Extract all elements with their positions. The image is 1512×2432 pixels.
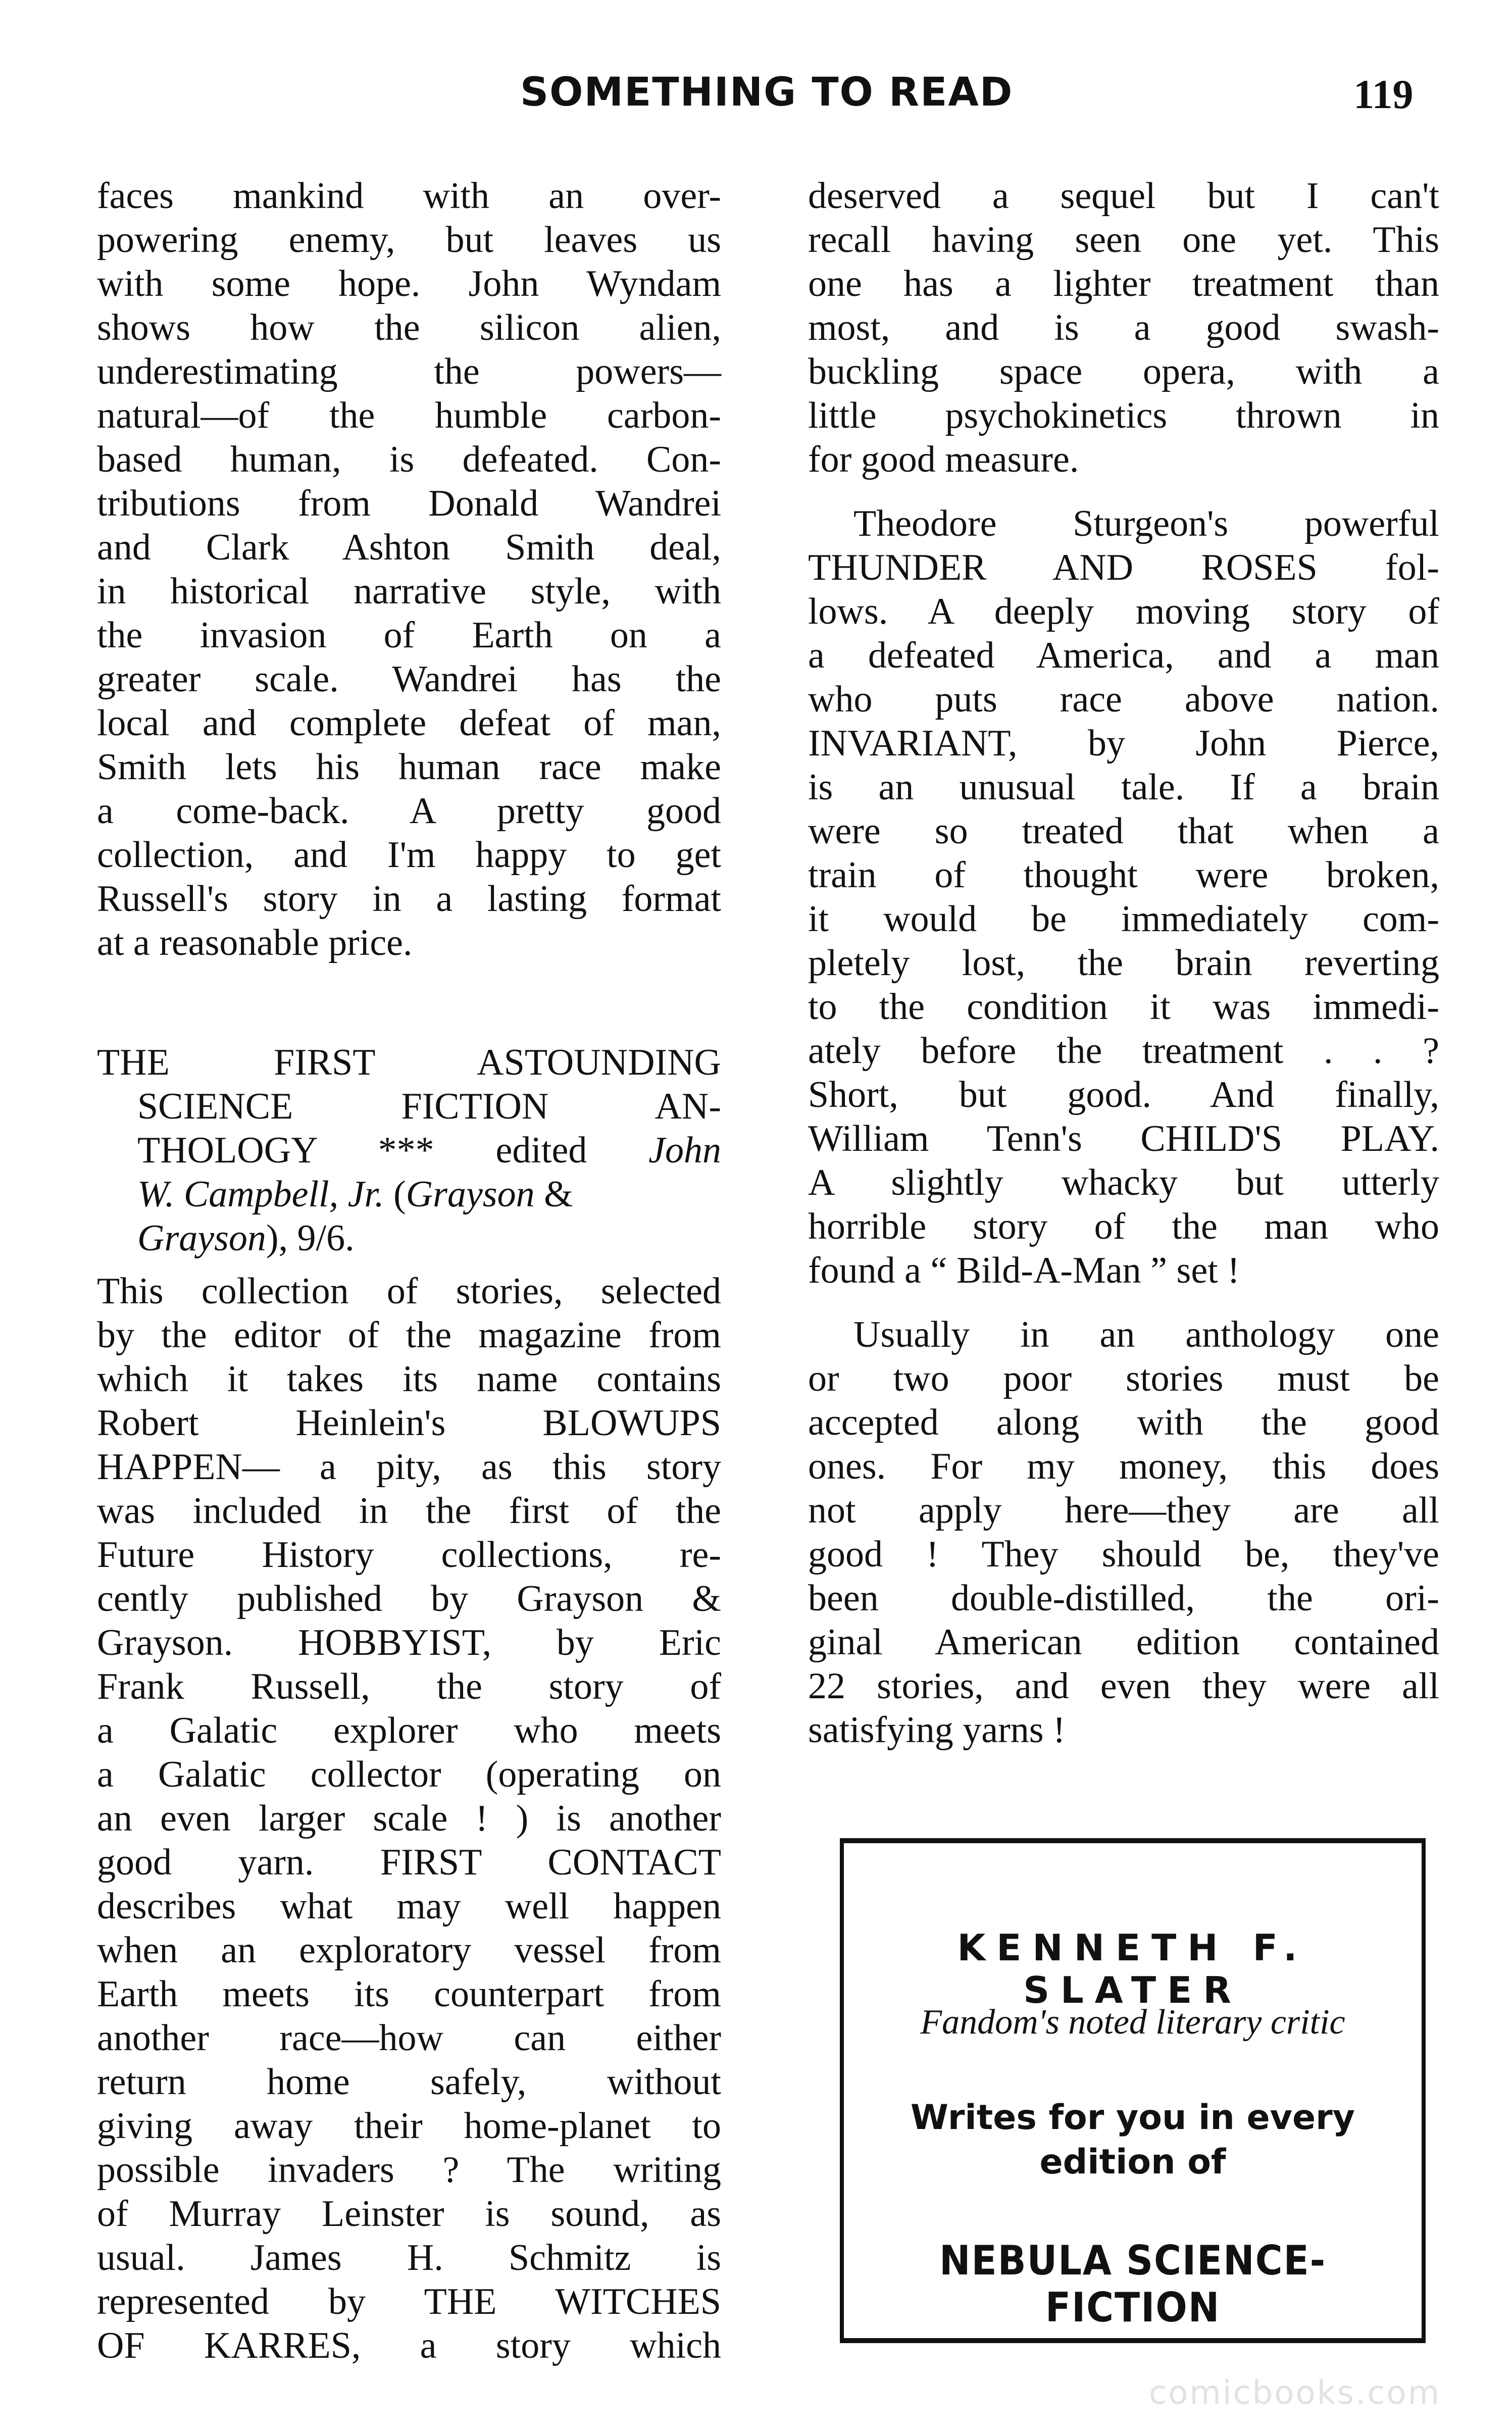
editor-name: John (648, 1130, 721, 1171)
text-line: and Clark Ashton Smith deal, (97, 527, 721, 568)
text-line: ately before the treatment . . ? (808, 1030, 1439, 1072)
review-paragraph (808, 174, 1439, 482)
watermark: comicbooks.com (1149, 2374, 1441, 2412)
text-line: which it takes its name contains (97, 1358, 721, 1400)
right-column (808, 174, 1439, 1752)
text-line: for good measure. (808, 439, 1079, 480)
text-line: was included in the first of the (97, 1490, 721, 1532)
text-line: Frank Russell, the story of (97, 1666, 721, 1707)
text-line: underestimating the powers— (97, 351, 721, 392)
text-line: by the editor of the magazine from (97, 1314, 721, 1356)
text-line: represented by THE WITCHES (97, 2281, 721, 2322)
text-line: 22 stories, and even they were all (808, 1665, 1439, 1707)
text-line: Earth meets its counterpart from (97, 1973, 721, 2015)
text-line: were so treated that when a (808, 810, 1439, 852)
text-line: powering enemy, but leaves us (97, 219, 721, 261)
text-line: in historical narrative style, with (97, 571, 721, 612)
publisher-name: Grayson (406, 1174, 535, 1215)
text-line: little psychokinetics thrown in (808, 395, 1439, 436)
text-line: usual. James H. Schmitz is (97, 2237, 721, 2278)
entry-title-line (97, 1129, 721, 1173)
text-line: train of thought were broken, (808, 854, 1439, 896)
advert-critic-name: KENNETH F. SLATER (957, 1927, 1308, 2011)
text-line: cently published by Grayson & (97, 1578, 721, 1619)
review-paragraph (97, 1270, 721, 2368)
text-line: ones. For my money, this does (808, 1446, 1439, 1487)
review-paragraph-continued (97, 174, 721, 965)
text-line: or two poor stories must be (808, 1358, 1439, 1399)
text-line: good yarn. FIRST CONTACT (97, 1842, 721, 1883)
advert-writes-text (844, 2096, 1422, 2185)
text-line: with some hope. John Wyndam (97, 263, 721, 305)
entry-title-line (97, 1217, 721, 1260)
text-line: been double-distilled, the ori- (808, 1578, 1439, 1619)
text-line: when an exploratory vessel from (97, 1930, 721, 1971)
text-line: Theodore Sturgeon's powerful (853, 503, 1439, 544)
text-line: return home safely, without (97, 2061, 721, 2103)
text-line: William Tenn's CHILD'S PLAY. (808, 1118, 1439, 1159)
editor-name: W. Campbell, Jr. (137, 1174, 384, 1215)
text-line: a come-back. A pretty good (97, 790, 721, 832)
advert-box (840, 1838, 1426, 2343)
text-line: deserved a sequel but I can't (808, 175, 1439, 217)
left-column (97, 174, 721, 2368)
text-line: Future History collections, re- (97, 1534, 721, 1576)
running-title: SOMETHING TO READ (520, 70, 1014, 115)
text-line: found a “ Bild-A-Man ” set ! (808, 1250, 1240, 1291)
price: ), 9/6. (266, 1218, 355, 1259)
text-line: recall having seen one yet. This (808, 219, 1439, 261)
text-line: giving away their home-planet to (97, 2105, 721, 2147)
punctuation: ( (384, 1174, 406, 1215)
advert-writes-line: edition of (1039, 2142, 1226, 2182)
text-line: possible invaders ? The writing (97, 2149, 721, 2191)
text-line: a Galatic collector (operating on (97, 1754, 721, 1795)
publisher-name: Grayson (137, 1218, 266, 1259)
text-line: describes what may well happen (97, 1886, 721, 1927)
text-line: tributions from Donald Wandrei (97, 483, 721, 524)
review-paragraph (808, 502, 1439, 1293)
text-line: satisfying yarns ! (808, 1709, 1066, 1751)
text-line: ginal American edition contained (808, 1622, 1439, 1663)
text-line: to the condition it was immedi- (808, 986, 1439, 1028)
punctuation: & (534, 1174, 573, 1215)
entry-title-text: THOLOGY *** edited (137, 1130, 649, 1171)
text-line: accepted along with the good (808, 1402, 1439, 1443)
text-line: shows how the silicon alien, (97, 307, 721, 348)
page-number: 119 (1353, 71, 1414, 117)
text-line: Russell's story in a lasting format (97, 878, 721, 920)
review-paragraph (808, 1313, 1439, 1752)
advert-writes-line: Writes for you in every (911, 2098, 1355, 2138)
text-line: at a reasonable price. (97, 922, 413, 964)
text-line: OF KARRES, a story which (97, 2325, 721, 2366)
text-line: a Galatic explorer who meets (97, 1710, 721, 1751)
text-line: Usually in an anthology one (853, 1314, 1439, 1355)
text-line: another race—how can either (97, 2017, 721, 2059)
text-line: greater scale. Wandrei has the (97, 658, 721, 700)
advert-tagline: Fandom's noted literary critic (920, 2003, 1345, 2042)
text-line: collection, and I'm happy to get (97, 834, 721, 876)
text-line: is an unusual tale. If a brain (808, 767, 1439, 808)
text-line: good ! They should be, they've (808, 1534, 1439, 1575)
text-line: Short, but good. And finally, (808, 1074, 1439, 1116)
text-line: horrible story of the man who (808, 1206, 1439, 1247)
text-line: one has a lighter treatment than (808, 263, 1439, 305)
text-line: it would be immediately com- (808, 898, 1439, 940)
text-line: Robert Heinlein's BLOWUPS (97, 1402, 721, 1444)
text-line: This collection of stories, selected (97, 1271, 721, 1312)
entry-title-line (97, 1173, 721, 1217)
text-line: local and complete defeat of man, (97, 702, 721, 744)
text-line: an even larger scale ! ) is another (97, 1798, 721, 1839)
text-line: lows. A deeply moving story of (808, 591, 1439, 632)
entry-title-line: SCIENCE FICTION AN- (137, 1086, 721, 1127)
text-line: Grayson. HOBBYIST, by Eric (97, 1622, 721, 1663)
text-line: a defeated America, and a man (808, 635, 1439, 676)
advert-magazine-name: NEBULA SCIENCE-FICTION (939, 2237, 1326, 2331)
text-line: of Murray Leinster is sound, as (97, 2193, 721, 2235)
text-line: pletely lost, the brain reverting (808, 942, 1439, 984)
text-line: who puts race above nation. (808, 679, 1439, 720)
text-line: buckling space opera, with a (808, 351, 1439, 392)
entry-title-line: THE FIRST ASTOUNDING (97, 1042, 721, 1083)
text-line: natural—of the humble carbon- (97, 395, 721, 436)
text-line: INVARIANT, by John Pierce, (808, 723, 1439, 764)
book-entry-heading (97, 1041, 721, 1260)
text-line: faces mankind with an over- (97, 175, 721, 217)
text-line: HAPPEN— a pity, as this story (97, 1446, 721, 1488)
text-line: THUNDER AND ROSES fol- (808, 547, 1439, 588)
text-line: A slightly whacky but utterly (808, 1162, 1439, 1203)
text-line: not apply here—they are all (808, 1490, 1439, 1531)
text-line: the invasion of Earth on a (97, 615, 721, 656)
text-line: Smith lets his human race make (97, 746, 721, 788)
text-line: based human, is defeated. Con- (97, 439, 721, 480)
text-line: most, and is a good swash- (808, 307, 1439, 348)
